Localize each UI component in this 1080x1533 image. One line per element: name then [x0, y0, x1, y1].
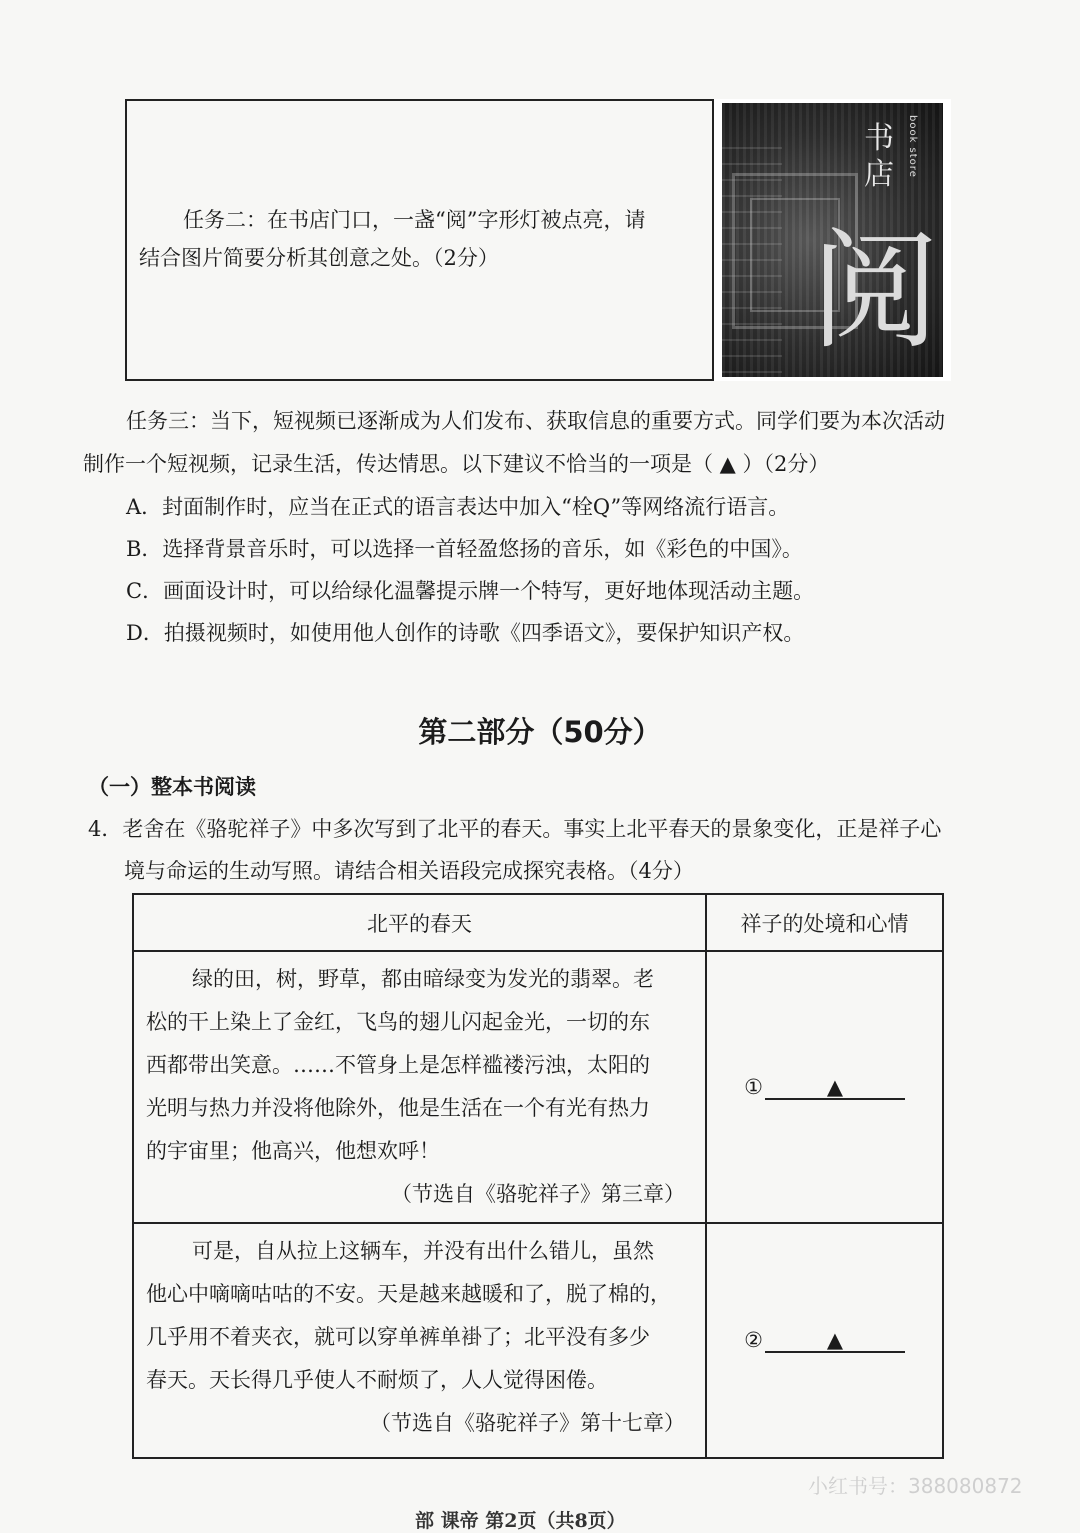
watermark: 小红书号：388080872 — [808, 1474, 1023, 1498]
table-row — [133, 1223, 943, 1458]
table-row — [133, 951, 943, 1223]
table-header-spring: 北平的春天 — [133, 894, 706, 951]
task3-option-d: D．拍摄视频时，如使用他人创作的诗歌《四季语文》，要保护知识产权。 — [126, 621, 805, 645]
task2-line-2: 结合图片简要分析其创意之处。（2分） — [139, 246, 499, 270]
passage-source: （节选自《骆驼祥子》第十七章） — [370, 1411, 685, 1435]
table-header-situation: 祥子的处境和心情 — [706, 894, 943, 951]
q4-line-1: 4．老舍在《骆驼祥子》中多次写到了北平的春天。事实上北平春天的景象变化，正是祥子心 — [88, 817, 942, 841]
task3-option-a: A．封面制作时，应当在正式的语言表达中加入“栓Q”等网络流行语言。 — [126, 495, 790, 519]
blank-number: ② — [744, 1328, 763, 1352]
passage-line: 他心中嘀嘀咕咕的不安。天是越来越暖和了，脱了棉的， — [146, 1282, 671, 1306]
passage-line: 光明与热力并没将他除外，他是生活在一个有光有热力 — [146, 1096, 650, 1120]
section-heading: （一）整本书阅读 — [88, 775, 256, 799]
page-footer: 部 课帝 第2页（共8页） — [415, 1510, 626, 1532]
passage-source: （节选自《骆驼祥子》第三章） — [391, 1182, 685, 1206]
task2-question — [139, 201, 714, 277]
passage-line: 松的干上染上了金红，飞鸟的翅儿闪起金光，一切的东 — [146, 1010, 650, 1034]
task2-line-1: 任务二：在书店门口，一盏“阅”字形灯被点亮，请 — [183, 208, 646, 232]
passage-cell-2 — [133, 1223, 706, 1458]
photo-yue-lamp: 阅 — [810, 215, 941, 367]
task3-option-c: C．画面设计时，可以给绿化温馨提示牌一个特写，更好地体现活动主题。 — [126, 579, 815, 603]
answer-blank-2[interactable]: ▲ — [765, 1329, 905, 1353]
passage-line: 的宇宙里；他高兴，他想欢呼！ — [146, 1139, 440, 1163]
task2-box — [125, 99, 951, 381]
table-header-row — [133, 894, 943, 951]
passage-line: 春天。天长得几乎使人不耐烦了，人人觉得困倦。 — [146, 1368, 608, 1392]
photo-shudian-text: 书店 — [864, 121, 894, 192]
explore-table — [132, 893, 944, 1459]
part2-title: 第二部分（50分） — [418, 715, 662, 749]
task3-option-b: B．选择背景音乐时，可以选择一首轻盈悠扬的音乐，如《彩色的中国》。 — [126, 537, 803, 561]
passage-line: 几乎用不着夹衣，就可以穿单裤单褂了；北平没有多少 — [146, 1325, 650, 1349]
task3-line-2: 制作一个短视频，记录生活，传达情思。以下建议不恰当的一项是（ ▲ ）（2分） — [83, 452, 830, 476]
answer-blank-1[interactable]: ▲ — [765, 1076, 905, 1100]
passage-line: 可是，自从拉上这辆车，并没有出什么错儿，虽然 — [192, 1239, 654, 1263]
photo-content — [722, 103, 943, 377]
bookstore-lamp-photo — [712, 99, 951, 381]
photo-bookstore-text: book store — [907, 115, 918, 178]
task3-line-1: 任务三：当下，短视频已逐渐成为人们发布、获取信息的重要方式。同学们要为本次活动 — [126, 409, 945, 433]
q4-line-2: 境与命运的生动写照。请结合相关语段完成探究表格。（4分） — [124, 859, 694, 883]
answer-cell-1 — [706, 951, 943, 1223]
passage-line: 绿的田，树，野草，都由暗绿变为发光的翡翠。老 — [192, 967, 654, 991]
answer-cell-2 — [706, 1223, 943, 1458]
passage-line: 西都带出笑意。……不管身上是怎样褴褛污浊，太阳的 — [146, 1053, 650, 1077]
blank-number: ① — [744, 1074, 763, 1099]
passage-cell-1 — [133, 951, 706, 1223]
